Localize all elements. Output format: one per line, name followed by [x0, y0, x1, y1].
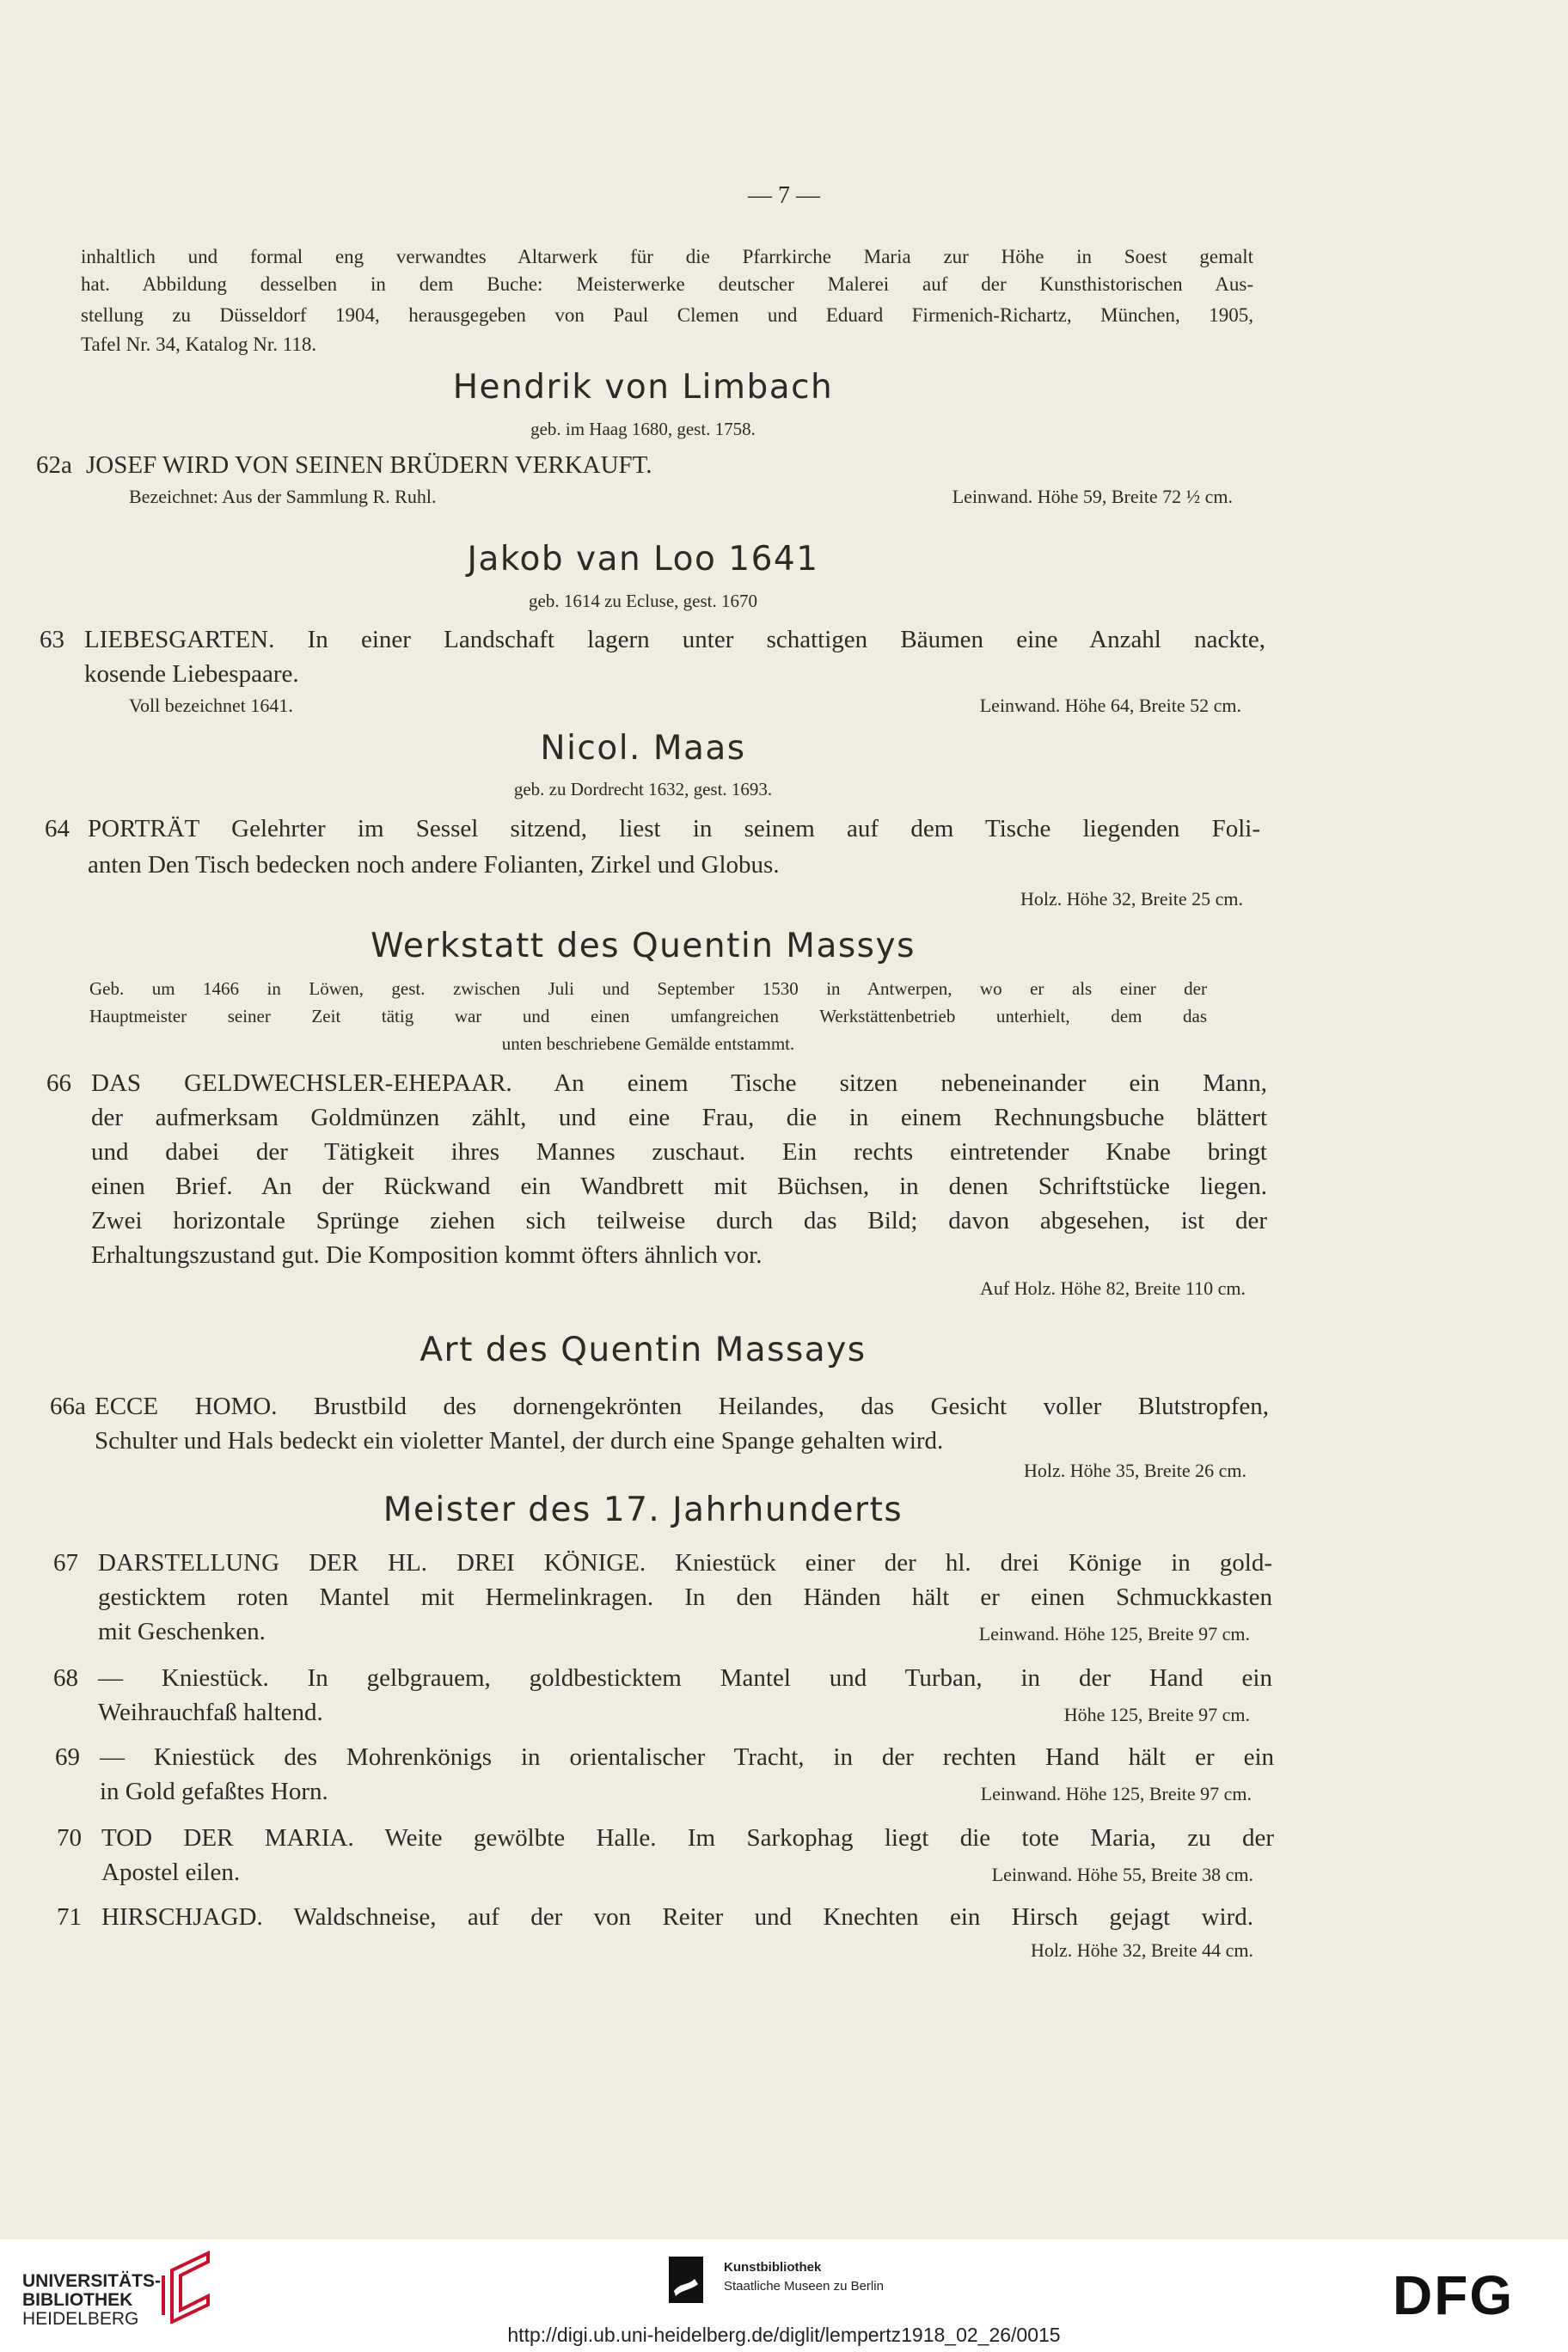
- lot-number: 66: [46, 1069, 71, 1097]
- lot-measure: Leinwand. Höhe 125, Breite 97 cm.: [978, 1623, 1250, 1645]
- lot-number: 63: [40, 626, 64, 653]
- artist-life: Geb. um 1466 in Löwen, gest. zwischen Juli und September 1530 in Antwerpen, wo er als einer der: [89, 978, 1207, 999]
- page-number: — 7 —: [748, 182, 820, 209]
- artist-life: geb. zu Dordrecht 1632, gest. 1693.: [513, 779, 773, 799]
- lot-text: Erhaltungszustand gut. Die Komposition kommt öfters ähnlich vor.: [91, 1241, 763, 1269]
- lot-measure: Holz. Höhe 32, Breite 44 cm.: [1030, 1939, 1253, 1961]
- lot-measure: Leinwand. Höhe 55, Breite 38 cm.: [991, 1864, 1253, 1885]
- kunst-line: Staatliche Museen zu Berlin: [724, 2279, 884, 2294]
- intro-line: inhaltlich und formal eng verwandtes Altarwerk für die Pfarrkirche Maria zur Höhe in Soest gemalt: [81, 246, 1253, 267]
- lot-text: TOD DER MARIA. Weite gewölbte Halle. Im Sarkophag liegt die tote Maria, zu der: [101, 1824, 1274, 1852]
- artist-life: unten beschriebene Gemälde entstammt.: [501, 1033, 795, 1054]
- library-line: UNIVERSITÄTS-: [22, 2271, 162, 2291]
- artist-heading: Meister des 17. Jahrhunderts: [383, 1491, 903, 1529]
- artist-life: geb. 1614 zu Ecluse, gest. 1670: [529, 591, 757, 611]
- intro-line: stellung zu Düsseldorf 1904, herausgegeben von Paul Clemen und Eduard Firmenich-Richartz, München, 1905,: [81, 304, 1253, 326]
- lot-text: DARSTELLUNG DER HL. DREI KÖNIGE. Kniestück einer der hl. drei Könige in gold-: [98, 1549, 1272, 1577]
- intro-line: Tafel Nr. 34, Katalog Nr. 118.: [81, 334, 317, 355]
- lot-measure: Holz. Höhe 32, Breite 25 cm.: [1020, 888, 1243, 910]
- lot-text: in Gold gefaßtes Horn.: [100, 1778, 328, 1805]
- lot-text: gesticktem roten Mantel mit Hermelinkragen. In den Händen hält er einen Schmuckkasten: [98, 1583, 1272, 1611]
- artist-heading: Werkstatt des Quentin Massys: [371, 927, 916, 965]
- dfg-logo: DFG: [1393, 2264, 1515, 2326]
- library-name: [22, 2272, 161, 2329]
- lot-measure: Auf Holz. Höhe 82, Breite 110 cm.: [980, 1277, 1246, 1299]
- kunstbibliothek-name: [724, 2258, 884, 2296]
- lot-number: 67: [53, 1549, 78, 1577]
- lot-text: — Kniestück. In gelbgrauem, goldbesticktem Mantel und Turban, in der Hand ein: [98, 1664, 1272, 1692]
- lot-text: ECCE HOMO. Brustbild des dornengekrönten Heilandes, das Gesicht voller Blutstropfen,: [95, 1393, 1269, 1420]
- lot-text: PORTRÄT Gelehrter im Sessel sitzend, liest in seinem auf dem Tische liegenden Foli-: [88, 815, 1260, 842]
- lot-text: mit Geschenken.: [98, 1618, 266, 1645]
- lot-note: Voll bezeichnet 1641.: [129, 695, 293, 716]
- lot-measure: Leinwand. Höhe 64, Breite 52 cm.: [979, 695, 1241, 716]
- kunstbibliothek-logo-icon: [669, 2257, 703, 2303]
- artist-heading: Jakob van Loo 1641: [467, 540, 819, 579]
- lot-text: kosende Liebespaare.: [84, 660, 299, 688]
- lot-text: der aufmerksam Goldmünzen zählt, und eine Frau, die in einem Rechnungsbuche blättert: [91, 1104, 1267, 1131]
- lot-text: Weihrauchfaß haltend.: [98, 1699, 323, 1726]
- artist-heading: Art des Quentin Massays: [420, 1331, 867, 1369]
- lot-measure: Leinwand. Höhe 59, Breite 72 ½ cm.: [952, 486, 1233, 507]
- lot-text: HIRSCHJAGD. Waldschneise, auf der von Reiter und Knechten ein Hirsch gejagt wird.: [101, 1903, 1253, 1931]
- artist-life: Hauptmeister seiner Zeit tätig war und einen umfangreichen Werkstättenbetrieb unterhielt, dem das: [89, 1006, 1207, 1026]
- lot-text: DAS GELDWECHSLER-EHEPAAR. An einem Tische sitzen nebeneinander ein Mann,: [91, 1069, 1267, 1097]
- digitization-footer: [0, 2239, 1568, 2352]
- lot-text: Zwei horizontale Sprünge ziehen sich teilweise durch das Bild; davon abgesehen, ist der: [91, 1207, 1267, 1234]
- artist-heading: Nicol. Maas: [540, 729, 746, 768]
- lot-text: LIEBESGARTEN. In einer Landschaft lagern unter schattigen Bäumen eine Anzahl nackte,: [84, 626, 1265, 653]
- lot-measure: Leinwand. Höhe 125, Breite 97 cm.: [980, 1783, 1252, 1804]
- lot-text: JOSEF WIRD VON SEINEN BRÜDERN VERKAUFT.: [86, 451, 652, 479]
- lot-number: 69: [55, 1743, 80, 1771]
- source-url[interactable]: http://digi.ub.uni-heidelberg.de/diglit/lempertz1918_02_26/0015: [507, 2324, 1061, 2346]
- lot-text: anten Den Tisch bedecken noch andere Folianten, Zirkel und Globus.: [88, 851, 780, 879]
- lot-number: 68: [53, 1664, 78, 1692]
- lot-measure: Höhe 125, Breite 97 cm.: [1063, 1704, 1250, 1725]
- lot-number: 64: [45, 815, 70, 842]
- lot-text: Apostel eilen.: [101, 1859, 241, 1886]
- intro-line: hat. Abbildung desselben in dem Buche: Meisterwerke deutscher Malerei auf der Kunsthistorischen Aus-: [81, 273, 1253, 295]
- library-line: HEIDELBERG: [22, 2309, 139, 2329]
- kunst-line: Kunstbibliothek: [724, 2260, 822, 2275]
- artist-life: geb. im Haag 1680, gest. 1758.: [530, 419, 756, 439]
- lot-text: Schulter und Hals bedeckt ein violetter Mantel, der durch eine Spange gehalten wird.: [95, 1427, 944, 1455]
- lot-note: Bezeichnet: Aus der Sammlung R. Ruhl.: [129, 486, 437, 507]
- lot-number: 70: [57, 1824, 82, 1852]
- lot-text: und dabei der Tätigkeit ihres Mannes zuschaut. Ein rechts eintretender Knabe bringt: [91, 1138, 1267, 1166]
- heidelberg-logo-icon: [156, 2250, 218, 2324]
- lot-text: einen Brief. An der Rückwand ein Wandbrett mit Büchsen, in denen Schriftstücke liegen.: [91, 1173, 1267, 1200]
- lot-number: 71: [57, 1903, 82, 1931]
- lot-number: 62a: [36, 451, 72, 479]
- lot-measure: Holz. Höhe 35, Breite 26 cm.: [1023, 1460, 1246, 1481]
- library-line: BIBLIOTHEK: [22, 2290, 133, 2310]
- lot-text: — Kniestück des Mohrenkönigs in orientalischer Tracht, in der rechten Hand hält er ein: [100, 1743, 1274, 1771]
- lot-number: 66a: [50, 1393, 86, 1420]
- artist-heading: Hendrik von Limbach: [452, 368, 834, 407]
